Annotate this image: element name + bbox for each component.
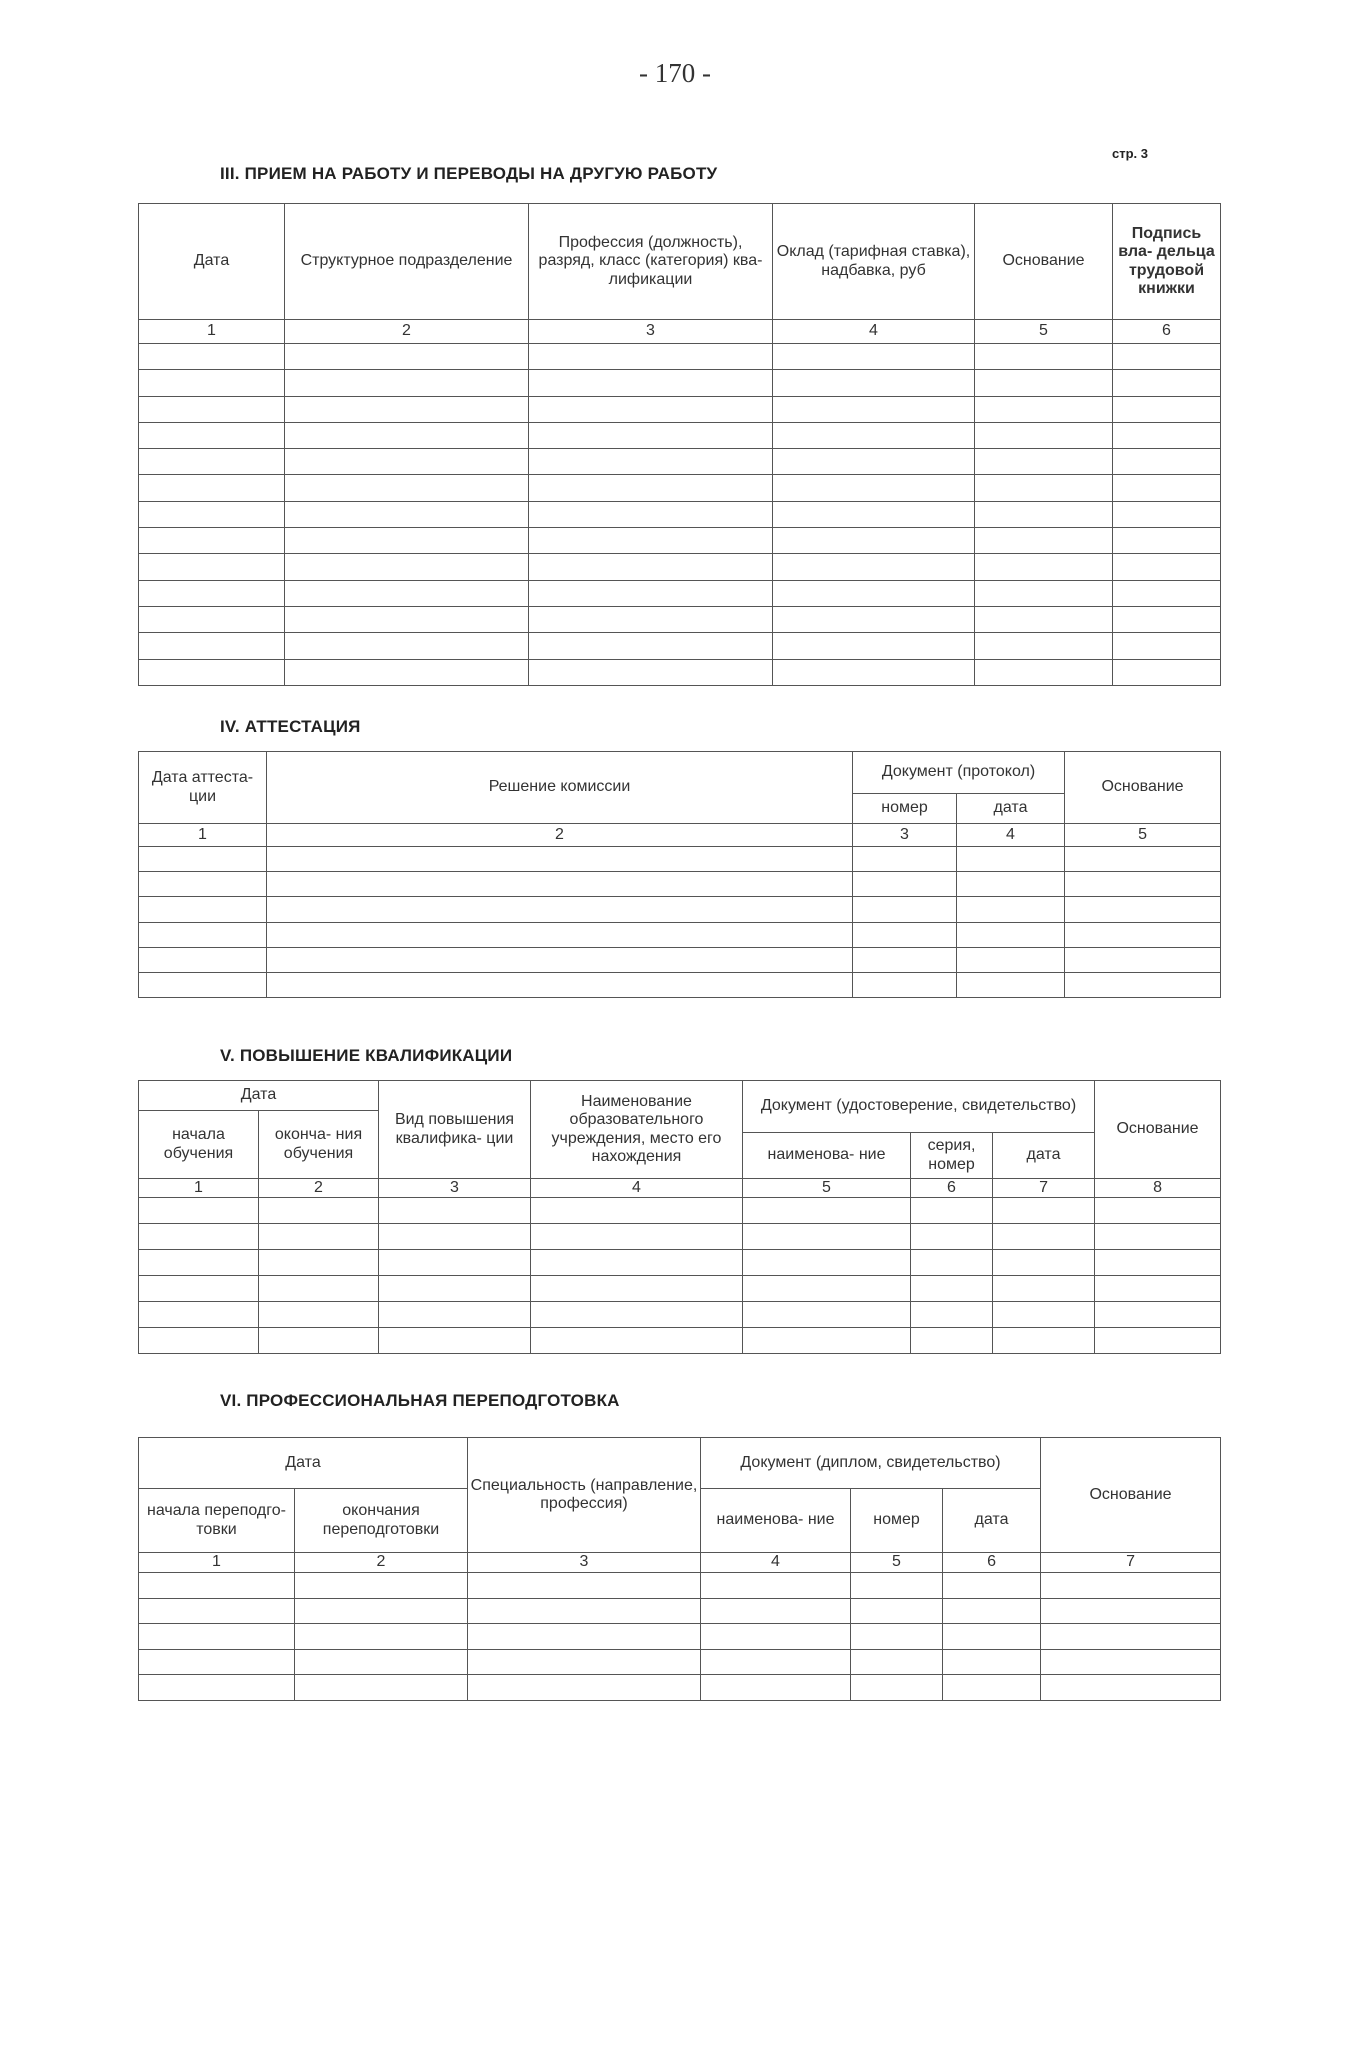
table-cell xyxy=(285,344,529,370)
table-cell xyxy=(139,396,285,422)
table-cell xyxy=(1113,449,1221,475)
table-row xyxy=(139,580,1221,606)
table-cell xyxy=(139,370,285,396)
table-cell xyxy=(139,1649,295,1675)
table-cell xyxy=(267,872,853,897)
header-start-date: начала обучения xyxy=(139,1111,259,1179)
column-number: 4 xyxy=(957,824,1065,847)
table-cell xyxy=(267,947,853,972)
table-cell xyxy=(911,1224,993,1250)
table-cell xyxy=(975,396,1113,422)
table-row xyxy=(139,501,1221,527)
header-protocol-number: номер xyxy=(853,794,957,824)
column-number: 5 xyxy=(1065,824,1221,847)
table-cell xyxy=(957,847,1065,872)
table-cell xyxy=(1095,1276,1221,1302)
table-cell xyxy=(267,847,853,872)
table-row xyxy=(139,1675,1221,1701)
column-number: 6 xyxy=(1113,320,1221,344)
table-cell xyxy=(468,1649,701,1675)
table-cell xyxy=(1113,606,1221,632)
table-cell xyxy=(943,1598,1041,1624)
column-number: 5 xyxy=(975,320,1113,344)
table-cell xyxy=(259,1302,379,1328)
table-cell xyxy=(529,633,773,659)
table-cell xyxy=(139,554,285,580)
table-cell xyxy=(1095,1328,1221,1354)
section-6-table xyxy=(138,1437,1221,1701)
column-number: 4 xyxy=(701,1553,851,1573)
header-basis: Основание xyxy=(1095,1081,1221,1179)
table-row xyxy=(139,872,1221,897)
table-cell xyxy=(139,1624,295,1650)
table-cell xyxy=(943,1573,1041,1599)
table-cell xyxy=(267,972,853,997)
table-cell xyxy=(139,528,285,554)
table-cell xyxy=(853,972,957,997)
table-cell xyxy=(993,1198,1095,1224)
table-row xyxy=(139,528,1221,554)
table-cell xyxy=(911,1276,993,1302)
column-number: 7 xyxy=(993,1179,1095,1198)
table-cell xyxy=(773,422,975,448)
section-3-title: III. ПРИЕМ НА РАБОТУ И ПЕРЕВОДЫ НА ДРУГУЮ РАБОТУ xyxy=(220,164,718,183)
table-cell xyxy=(259,1224,379,1250)
table-cell xyxy=(773,580,975,606)
table-cell xyxy=(743,1250,911,1276)
table-cell xyxy=(139,1675,295,1701)
table-cell xyxy=(139,449,285,475)
section-5-table xyxy=(138,1080,1221,1354)
table-cell xyxy=(285,606,529,632)
header-salary: Оклад (тарифная ставка), надбавка, руб xyxy=(773,204,975,320)
table-cell xyxy=(773,659,975,685)
table-cell xyxy=(975,659,1113,685)
table-cell xyxy=(529,606,773,632)
table-cell xyxy=(139,1276,259,1302)
table-cell xyxy=(468,1624,701,1650)
table-cell xyxy=(1095,1198,1221,1224)
header-document-name: наименова- ние xyxy=(701,1489,851,1553)
table-cell xyxy=(531,1302,743,1328)
table-cell xyxy=(911,1328,993,1354)
table-cell xyxy=(943,1624,1041,1650)
column-number: 4 xyxy=(531,1179,743,1198)
table-cell xyxy=(773,554,975,580)
header-signature: Подпись вла- дельца трудовой книжки xyxy=(1113,204,1221,320)
header-commission-decision: Решение комиссии xyxy=(267,752,853,824)
table-cell xyxy=(295,1598,468,1624)
table-cell xyxy=(743,1224,911,1250)
header-document: Документ (удостоверение, свидетельство) xyxy=(743,1081,1095,1133)
table-cell xyxy=(773,475,975,501)
table-row xyxy=(139,1573,1221,1599)
table-cell xyxy=(975,554,1113,580)
table-cell xyxy=(701,1649,851,1675)
table-cell xyxy=(1041,1675,1221,1701)
table-cell xyxy=(139,1573,295,1599)
page-reference: стр. 3 xyxy=(1112,146,1148,161)
table-cell xyxy=(743,1302,911,1328)
column-number: 8 xyxy=(1095,1179,1221,1198)
table-cell xyxy=(139,422,285,448)
column-number: 3 xyxy=(379,1179,531,1198)
section-3-table xyxy=(138,203,1221,686)
table-cell xyxy=(853,897,957,922)
table-cell xyxy=(259,1198,379,1224)
table-cell xyxy=(975,449,1113,475)
table-cell xyxy=(993,1250,1095,1276)
table-cell xyxy=(1095,1224,1221,1250)
column-number: 1 xyxy=(139,320,285,344)
table-row xyxy=(139,897,1221,922)
table-cell xyxy=(1113,633,1221,659)
table-cell xyxy=(975,370,1113,396)
table-cell xyxy=(701,1598,851,1624)
table-cell xyxy=(773,633,975,659)
header-specialty: Специальность (направление, профессия) xyxy=(468,1438,701,1553)
header-document-number: номер xyxy=(851,1489,943,1553)
table-cell xyxy=(259,1276,379,1302)
column-number: 7 xyxy=(1041,1553,1221,1573)
table-cell xyxy=(975,475,1113,501)
table-cell xyxy=(379,1250,531,1276)
table-cell xyxy=(139,847,267,872)
header-document: Документ (диплом, свидетельство) xyxy=(701,1438,1041,1489)
table-cell xyxy=(139,633,285,659)
table-cell xyxy=(1041,1624,1221,1650)
table-cell xyxy=(295,1624,468,1650)
table-cell xyxy=(853,847,957,872)
table-cell xyxy=(1113,370,1221,396)
header-basis: Основание xyxy=(975,204,1113,320)
table-cell xyxy=(1113,554,1221,580)
table-cell xyxy=(1065,947,1221,972)
table-cell xyxy=(943,1649,1041,1675)
table-cell xyxy=(1065,922,1221,947)
table-cell xyxy=(139,659,285,685)
blank-rows xyxy=(139,847,1221,998)
table-cell xyxy=(1113,422,1221,448)
table-cell xyxy=(531,1224,743,1250)
table-cell xyxy=(529,422,773,448)
table-cell xyxy=(529,475,773,501)
table-cell xyxy=(993,1224,1095,1250)
table-row xyxy=(139,475,1221,501)
header-structural-unit: Структурное подразделение xyxy=(285,204,529,320)
table-cell xyxy=(529,344,773,370)
header-basis: Основание xyxy=(1065,752,1221,824)
table-cell xyxy=(285,475,529,501)
table-cell xyxy=(1065,972,1221,997)
blank-rows xyxy=(139,1573,1221,1701)
table-cell xyxy=(911,1302,993,1328)
table-cell xyxy=(851,1624,943,1650)
header-document-date: дата xyxy=(993,1133,1095,1179)
table-cell xyxy=(295,1573,468,1599)
table-cell xyxy=(529,501,773,527)
table-cell xyxy=(957,922,1065,947)
table-cell xyxy=(975,633,1113,659)
table-cell xyxy=(975,344,1113,370)
table-row xyxy=(139,1250,1221,1276)
table-cell xyxy=(957,897,1065,922)
table-cell xyxy=(139,501,285,527)
table-cell xyxy=(743,1328,911,1354)
column-number: 5 xyxy=(743,1179,911,1198)
table-cell xyxy=(379,1302,531,1328)
table-cell xyxy=(853,922,957,947)
table-cell xyxy=(531,1328,743,1354)
table-cell xyxy=(851,1649,943,1675)
table-row xyxy=(139,633,1221,659)
table-row xyxy=(139,1649,1221,1675)
table-cell xyxy=(853,872,957,897)
header-training-type: Вид повышения квалифика- ции xyxy=(379,1081,531,1179)
table-cell xyxy=(993,1328,1095,1354)
table-cell xyxy=(943,1675,1041,1701)
table-cell xyxy=(851,1573,943,1599)
table-cell xyxy=(285,633,529,659)
table-row xyxy=(139,1198,1221,1224)
table-cell xyxy=(993,1276,1095,1302)
table-cell xyxy=(285,528,529,554)
column-number: 6 xyxy=(943,1553,1041,1573)
table-cell xyxy=(468,1573,701,1599)
table-cell xyxy=(379,1276,531,1302)
column-number: 1 xyxy=(139,1179,259,1198)
table-cell xyxy=(529,370,773,396)
table-cell xyxy=(139,1250,259,1276)
column-number: 4 xyxy=(773,320,975,344)
table-cell xyxy=(531,1198,743,1224)
table-cell xyxy=(267,922,853,947)
table-cell xyxy=(139,580,285,606)
header-document-name: наименова- ние xyxy=(743,1133,911,1179)
table-cell xyxy=(529,396,773,422)
table-cell xyxy=(743,1198,911,1224)
table-cell xyxy=(1041,1573,1221,1599)
table-cell xyxy=(529,449,773,475)
table-cell xyxy=(285,396,529,422)
table-row xyxy=(139,1598,1221,1624)
header-protocol-date: дата xyxy=(957,794,1065,824)
table-cell xyxy=(139,972,267,997)
table-cell xyxy=(295,1649,468,1675)
header-document-protocol: Документ (протокол) xyxy=(853,752,1065,794)
column-number: 3 xyxy=(468,1553,701,1573)
table-cell xyxy=(1113,528,1221,554)
table-row xyxy=(139,344,1221,370)
table-cell xyxy=(285,501,529,527)
table-cell xyxy=(529,580,773,606)
table-cell xyxy=(1113,501,1221,527)
table-cell xyxy=(285,449,529,475)
header-basis: Основание xyxy=(1041,1438,1221,1553)
table-cell xyxy=(853,947,957,972)
table-row xyxy=(139,1276,1221,1302)
table-row xyxy=(139,1224,1221,1250)
column-number: 2 xyxy=(295,1553,468,1573)
table-row xyxy=(139,422,1221,448)
table-cell xyxy=(139,872,267,897)
header-attestation-date: Дата аттеста- ции xyxy=(139,752,267,824)
table-cell xyxy=(285,659,529,685)
table-cell xyxy=(1065,847,1221,872)
table-cell xyxy=(1041,1598,1221,1624)
column-number: 5 xyxy=(851,1553,943,1573)
column-number: 2 xyxy=(259,1179,379,1198)
table-cell xyxy=(259,1328,379,1354)
table-row xyxy=(139,847,1221,872)
table-cell xyxy=(139,1328,259,1354)
table-cell xyxy=(285,370,529,396)
table-cell xyxy=(139,1198,259,1224)
table-row xyxy=(139,554,1221,580)
table-cell xyxy=(975,422,1113,448)
table-cell xyxy=(468,1675,701,1701)
table-cell xyxy=(139,1224,259,1250)
column-number: 6 xyxy=(911,1179,993,1198)
table-cell xyxy=(701,1624,851,1650)
header-profession: Профессия (должность), разряд, класс (категория) ква- лификации xyxy=(529,204,773,320)
table-cell xyxy=(851,1675,943,1701)
table-cell xyxy=(379,1328,531,1354)
table-cell xyxy=(957,972,1065,997)
table-row xyxy=(139,396,1221,422)
header-date: Дата xyxy=(139,204,285,320)
section-5-title: V. ПОВЫШЕНИЕ КВАЛИФИКАЦИИ xyxy=(220,1046,513,1065)
table-cell xyxy=(1113,475,1221,501)
table-cell xyxy=(975,580,1113,606)
table-cell xyxy=(295,1675,468,1701)
table-cell xyxy=(957,872,1065,897)
table-cell xyxy=(139,344,285,370)
table-cell xyxy=(1095,1302,1221,1328)
table-cell xyxy=(379,1198,531,1224)
table-cell xyxy=(1065,872,1221,897)
table-cell xyxy=(957,947,1065,972)
column-number: 2 xyxy=(267,824,853,847)
column-number: 1 xyxy=(139,824,267,847)
table-row xyxy=(139,1302,1221,1328)
table-row xyxy=(139,606,1221,632)
table-cell xyxy=(993,1302,1095,1328)
column-number: 2 xyxy=(285,320,529,344)
table-row xyxy=(139,1624,1221,1650)
table-cell xyxy=(743,1276,911,1302)
header-institution: Наименование образовательного учреждения, место его нахождения xyxy=(531,1081,743,1179)
table-cell xyxy=(531,1250,743,1276)
table-cell xyxy=(773,344,975,370)
table-cell xyxy=(139,1598,295,1624)
table-cell xyxy=(911,1250,993,1276)
table-cell xyxy=(379,1224,531,1250)
table-cell xyxy=(1065,897,1221,922)
table-cell xyxy=(773,501,975,527)
table-cell xyxy=(139,606,285,632)
header-start-date: начала переподго- товки xyxy=(139,1489,295,1553)
table-cell xyxy=(851,1598,943,1624)
table-cell xyxy=(529,659,773,685)
header-document-date: дата xyxy=(943,1489,1041,1553)
blank-rows xyxy=(139,1198,1221,1354)
table-cell xyxy=(1041,1649,1221,1675)
table-cell xyxy=(285,554,529,580)
table-cell xyxy=(773,449,975,475)
table-row xyxy=(139,449,1221,475)
section-4-title: IV. АТТЕСТАЦИЯ xyxy=(220,717,361,736)
table-cell xyxy=(139,897,267,922)
table-row xyxy=(139,370,1221,396)
header-date: Дата xyxy=(139,1081,379,1111)
column-number: 1 xyxy=(139,1553,295,1573)
table-cell xyxy=(975,501,1113,527)
table-row xyxy=(139,659,1221,685)
table-cell xyxy=(531,1276,743,1302)
table-cell xyxy=(285,422,529,448)
column-number: 3 xyxy=(529,320,773,344)
section-6-title: VI. ПРОФЕССИОНАЛЬНАЯ ПЕРЕПОДГОТОВКА xyxy=(220,1391,620,1410)
table-cell xyxy=(975,528,1113,554)
table-cell xyxy=(701,1573,851,1599)
table-row xyxy=(139,947,1221,972)
table-cell xyxy=(259,1250,379,1276)
table-row xyxy=(139,972,1221,997)
table-cell xyxy=(285,580,529,606)
table-row xyxy=(139,1328,1221,1354)
table-cell xyxy=(139,1302,259,1328)
table-cell xyxy=(773,528,975,554)
table-cell xyxy=(529,528,773,554)
table-row xyxy=(139,922,1221,947)
table-cell xyxy=(773,370,975,396)
section-4-table xyxy=(138,751,1221,998)
page-number: - 170 - xyxy=(639,58,711,88)
table-cell xyxy=(1113,659,1221,685)
table-cell xyxy=(1113,580,1221,606)
table-cell xyxy=(701,1675,851,1701)
blank-rows xyxy=(139,344,1221,686)
table-cell xyxy=(139,475,285,501)
header-end-date: оконча- ния обучения xyxy=(259,1111,379,1179)
table-cell xyxy=(468,1598,701,1624)
table-cell xyxy=(139,947,267,972)
header-series-number: серия, номер xyxy=(911,1133,993,1179)
table-cell xyxy=(911,1198,993,1224)
table-cell xyxy=(773,606,975,632)
table-cell xyxy=(1095,1250,1221,1276)
table-cell xyxy=(529,554,773,580)
table-cell xyxy=(773,396,975,422)
table-cell xyxy=(975,606,1113,632)
table-cell xyxy=(139,922,267,947)
header-date: Дата xyxy=(139,1438,468,1489)
column-number: 3 xyxy=(853,824,957,847)
table-cell xyxy=(267,897,853,922)
table-cell xyxy=(1113,344,1221,370)
header-end-date: окончания переподготовки xyxy=(295,1489,468,1553)
table-cell xyxy=(1113,396,1221,422)
